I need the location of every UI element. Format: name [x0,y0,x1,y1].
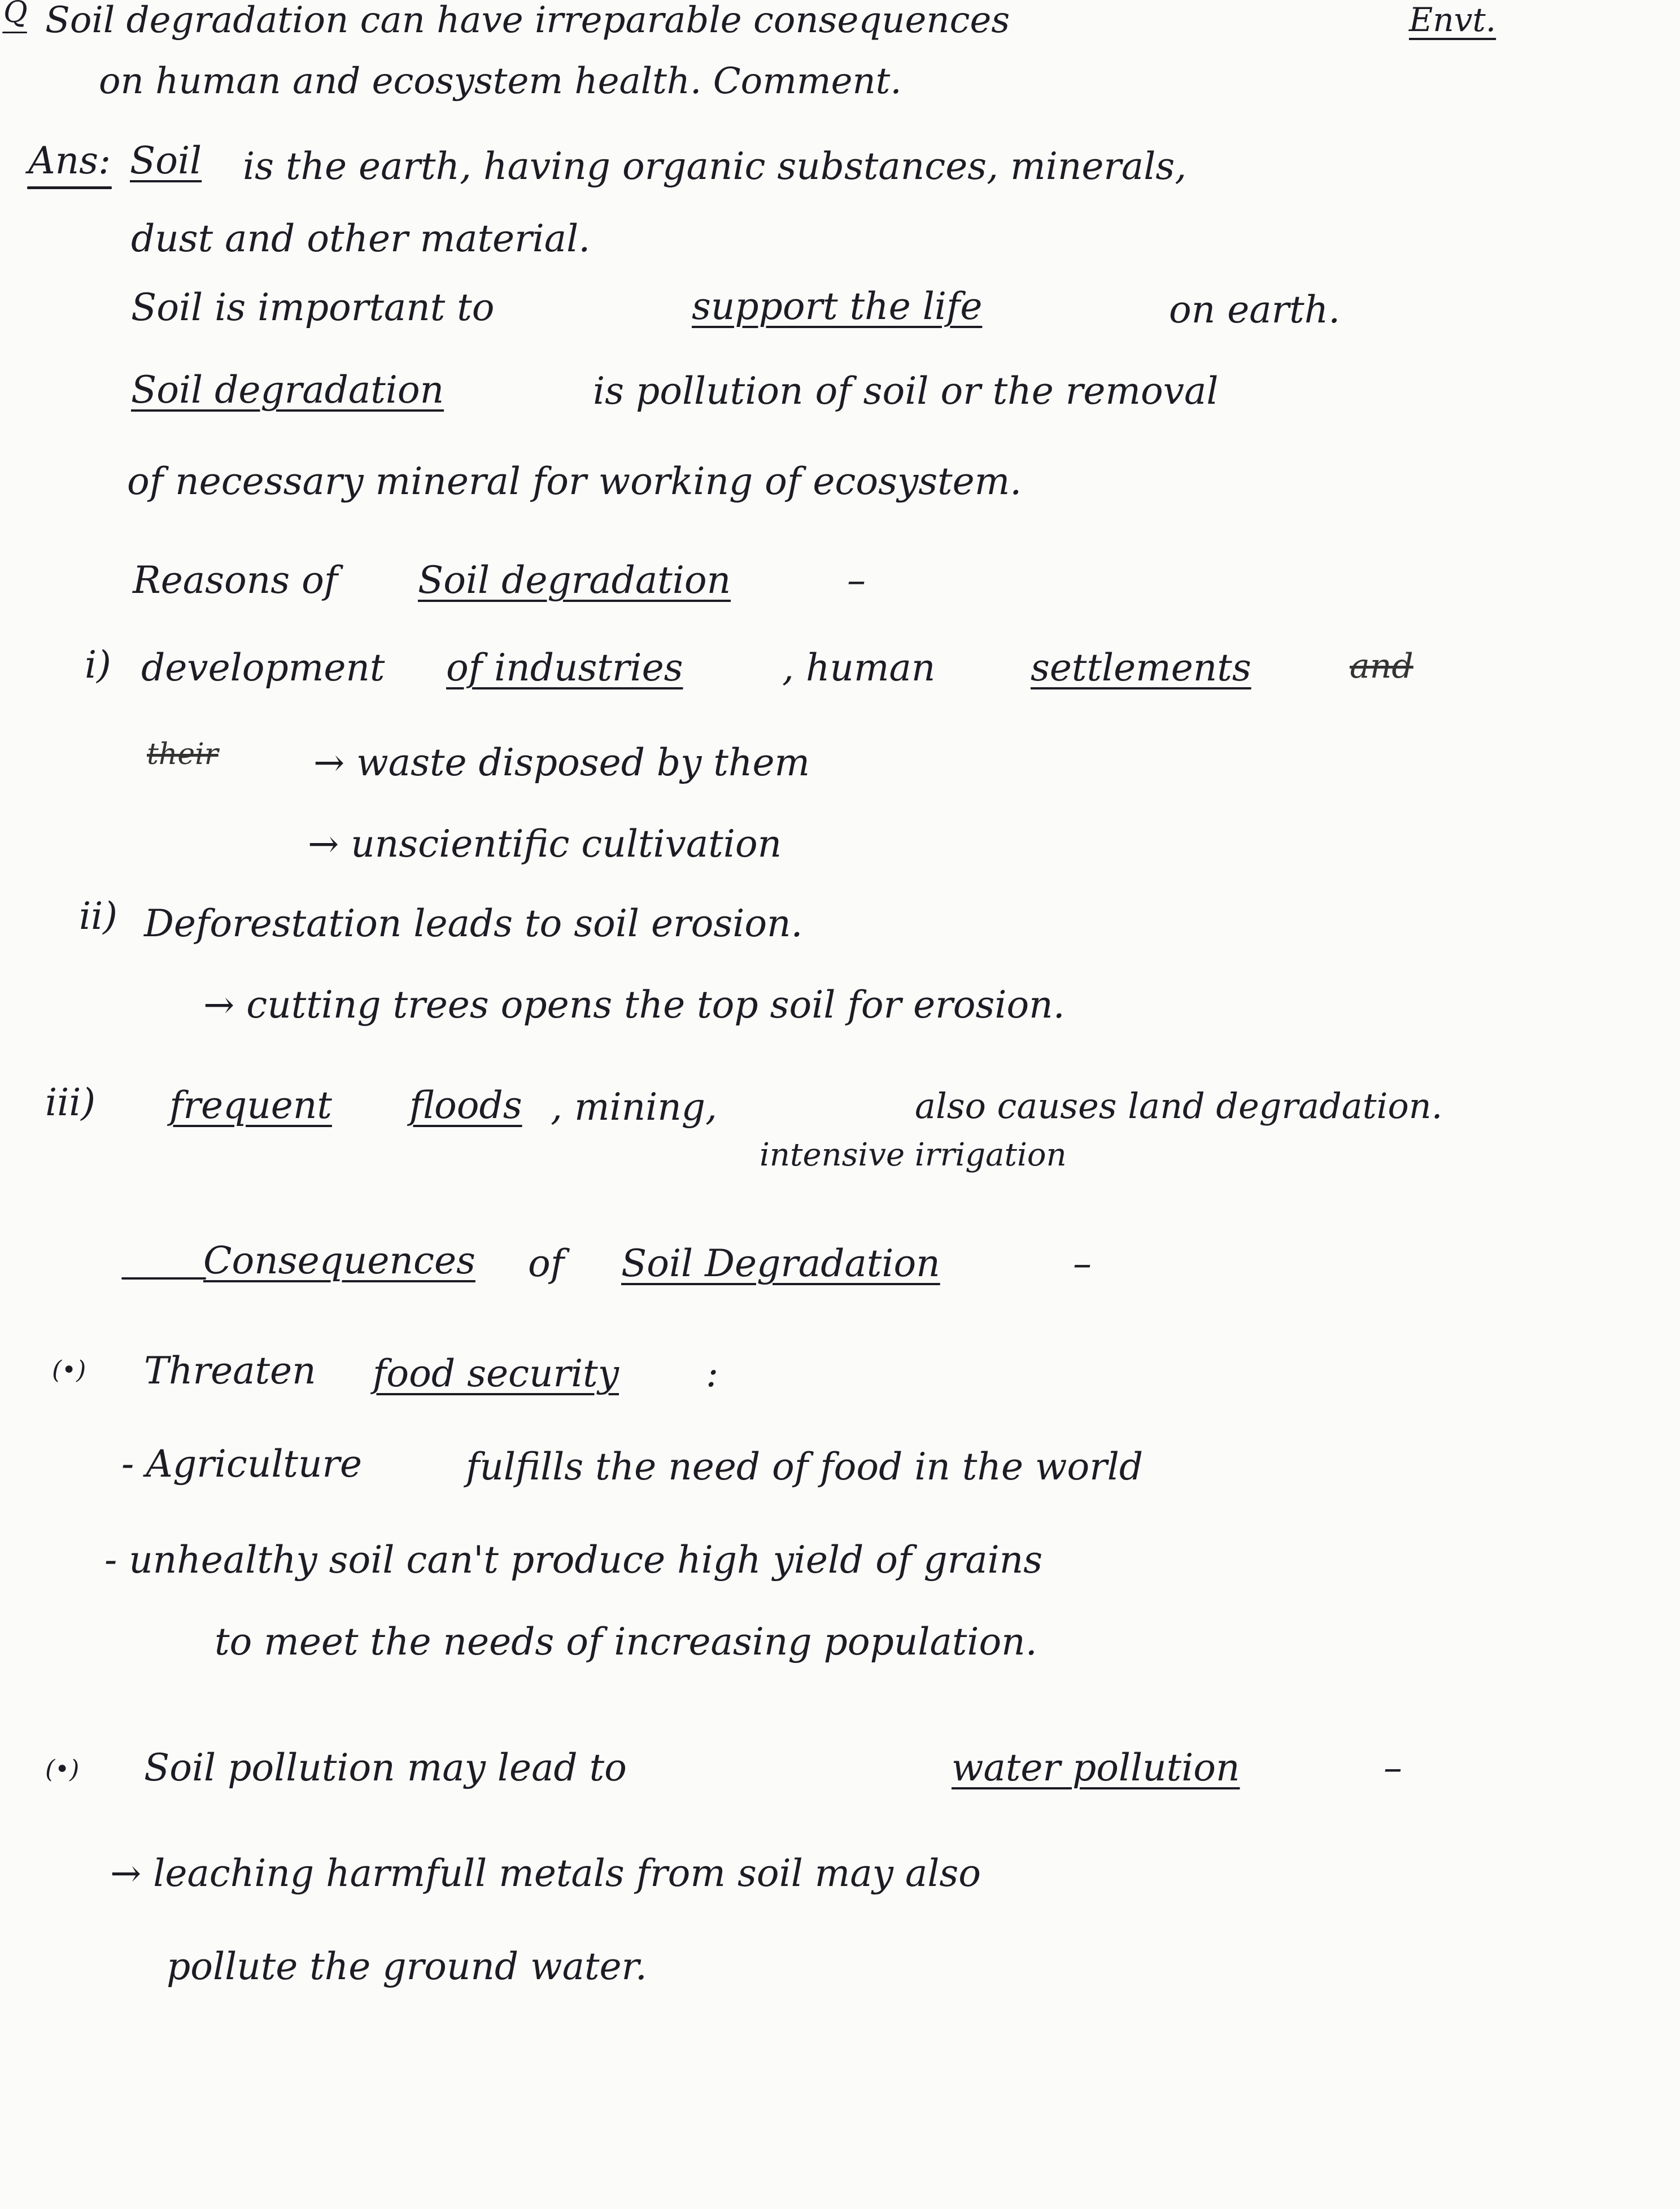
consequence-1-a: Threaten [144,1349,316,1392]
consequence-1-c: : [706,1352,719,1395]
consequences-heading-c: Soil Degradation [621,1242,940,1285]
consequence-2-dash: – [1384,1746,1402,1789]
reason-3-insert: intensive irrigation [760,1137,1067,1173]
answer-label-underline [27,186,112,189]
consequences-heading-dash: – [1073,1242,1092,1285]
question-marker-underline [2,32,27,33]
reason-1-a: development [141,646,385,689]
answer-line-1: is the earth, having organic substances, minerals, [243,145,1187,188]
reason-1-c: , human [782,646,936,689]
consequence-2-sub-1: → leaching harmfull metals from soil may also [110,1852,981,1895]
answer-line-4b: is pollution of soil or the removal [593,369,1219,413]
question-marker: Q [3,0,28,29]
reason-2-sub: → cutting trees opens the top soil for erosion. [203,983,1065,1027]
reason-1-number: i) [85,643,111,687]
reason-3-number: iii) [45,1081,96,1124]
reason-1-b: of industries [446,646,683,689]
reason-3-b: floods [409,1084,522,1127]
consequence-1-sub-2: - unhealthy soil can't produce high yield of grains [104,1538,1043,1582]
reason-3-a: frequent [169,1084,332,1127]
consequence-2-a: Soil pollution may lead to [144,1746,627,1789]
reasons-heading-dash: – [847,558,866,602]
question-line-2: on human and ecosystem health. Comment. [99,60,902,102]
question-line-1: Soil degradation can have irreparable consequences [45,0,1010,41]
answer-line-3b: support the life [692,285,983,328]
subject-tag: Envt. [1409,1,1496,39]
consequence-1-sub-1b: fulfills the need of food in the world [466,1445,1144,1488]
consequence-1-b: food security [373,1352,619,1395]
answer-soil-word: Soil [130,139,202,182]
consequences-heading-a: Consequences [203,1239,475,1282]
consequence-1-bullet: (•) [52,1356,86,1385]
answer-label: Ans: [28,139,111,182]
consequences-lead-line [121,1277,206,1280]
reason-2-number: ii) [79,894,117,938]
reason-1-sub-2: → unscientific cultivation [308,822,782,866]
answer-line-3a: Soil is important to [131,286,495,329]
reason-1-sub-1: → waste disposed by them [313,741,810,784]
answer-line-4a: Soil degradation [131,368,444,412]
answer-line-3c: on earth. [1169,288,1341,331]
consequence-2-sub-2: pollute the ground water. [167,1945,647,1988]
reason-1-d: settlements [1031,646,1251,689]
consequence-1-sub-1a: - Agriculture [121,1442,363,1486]
answer-line-5: of necessary mineral for working of ecosystem. [127,460,1022,503]
struck-word-and: and [1350,647,1413,686]
consequence-2-bullet: (•) [45,1755,80,1784]
consequence-2-b: water pollution [952,1746,1240,1789]
consequences-heading-b: of [528,1242,565,1285]
answer-line-2: dust and other material. [131,217,591,260]
reason-3-d: also causes land degradation. [915,1085,1443,1127]
reasons-heading-b: Soil degradation [418,558,731,602]
reasons-heading-a: Reasons of [133,558,338,602]
reason-2: Deforestation leads to soil erosion. [144,902,803,945]
consequence-1-sub-2-cont: to meet the needs of increasing population. [215,1620,1037,1664]
struck-word-their: their [147,737,219,771]
reason-3-c: , mining, [551,1085,718,1129]
